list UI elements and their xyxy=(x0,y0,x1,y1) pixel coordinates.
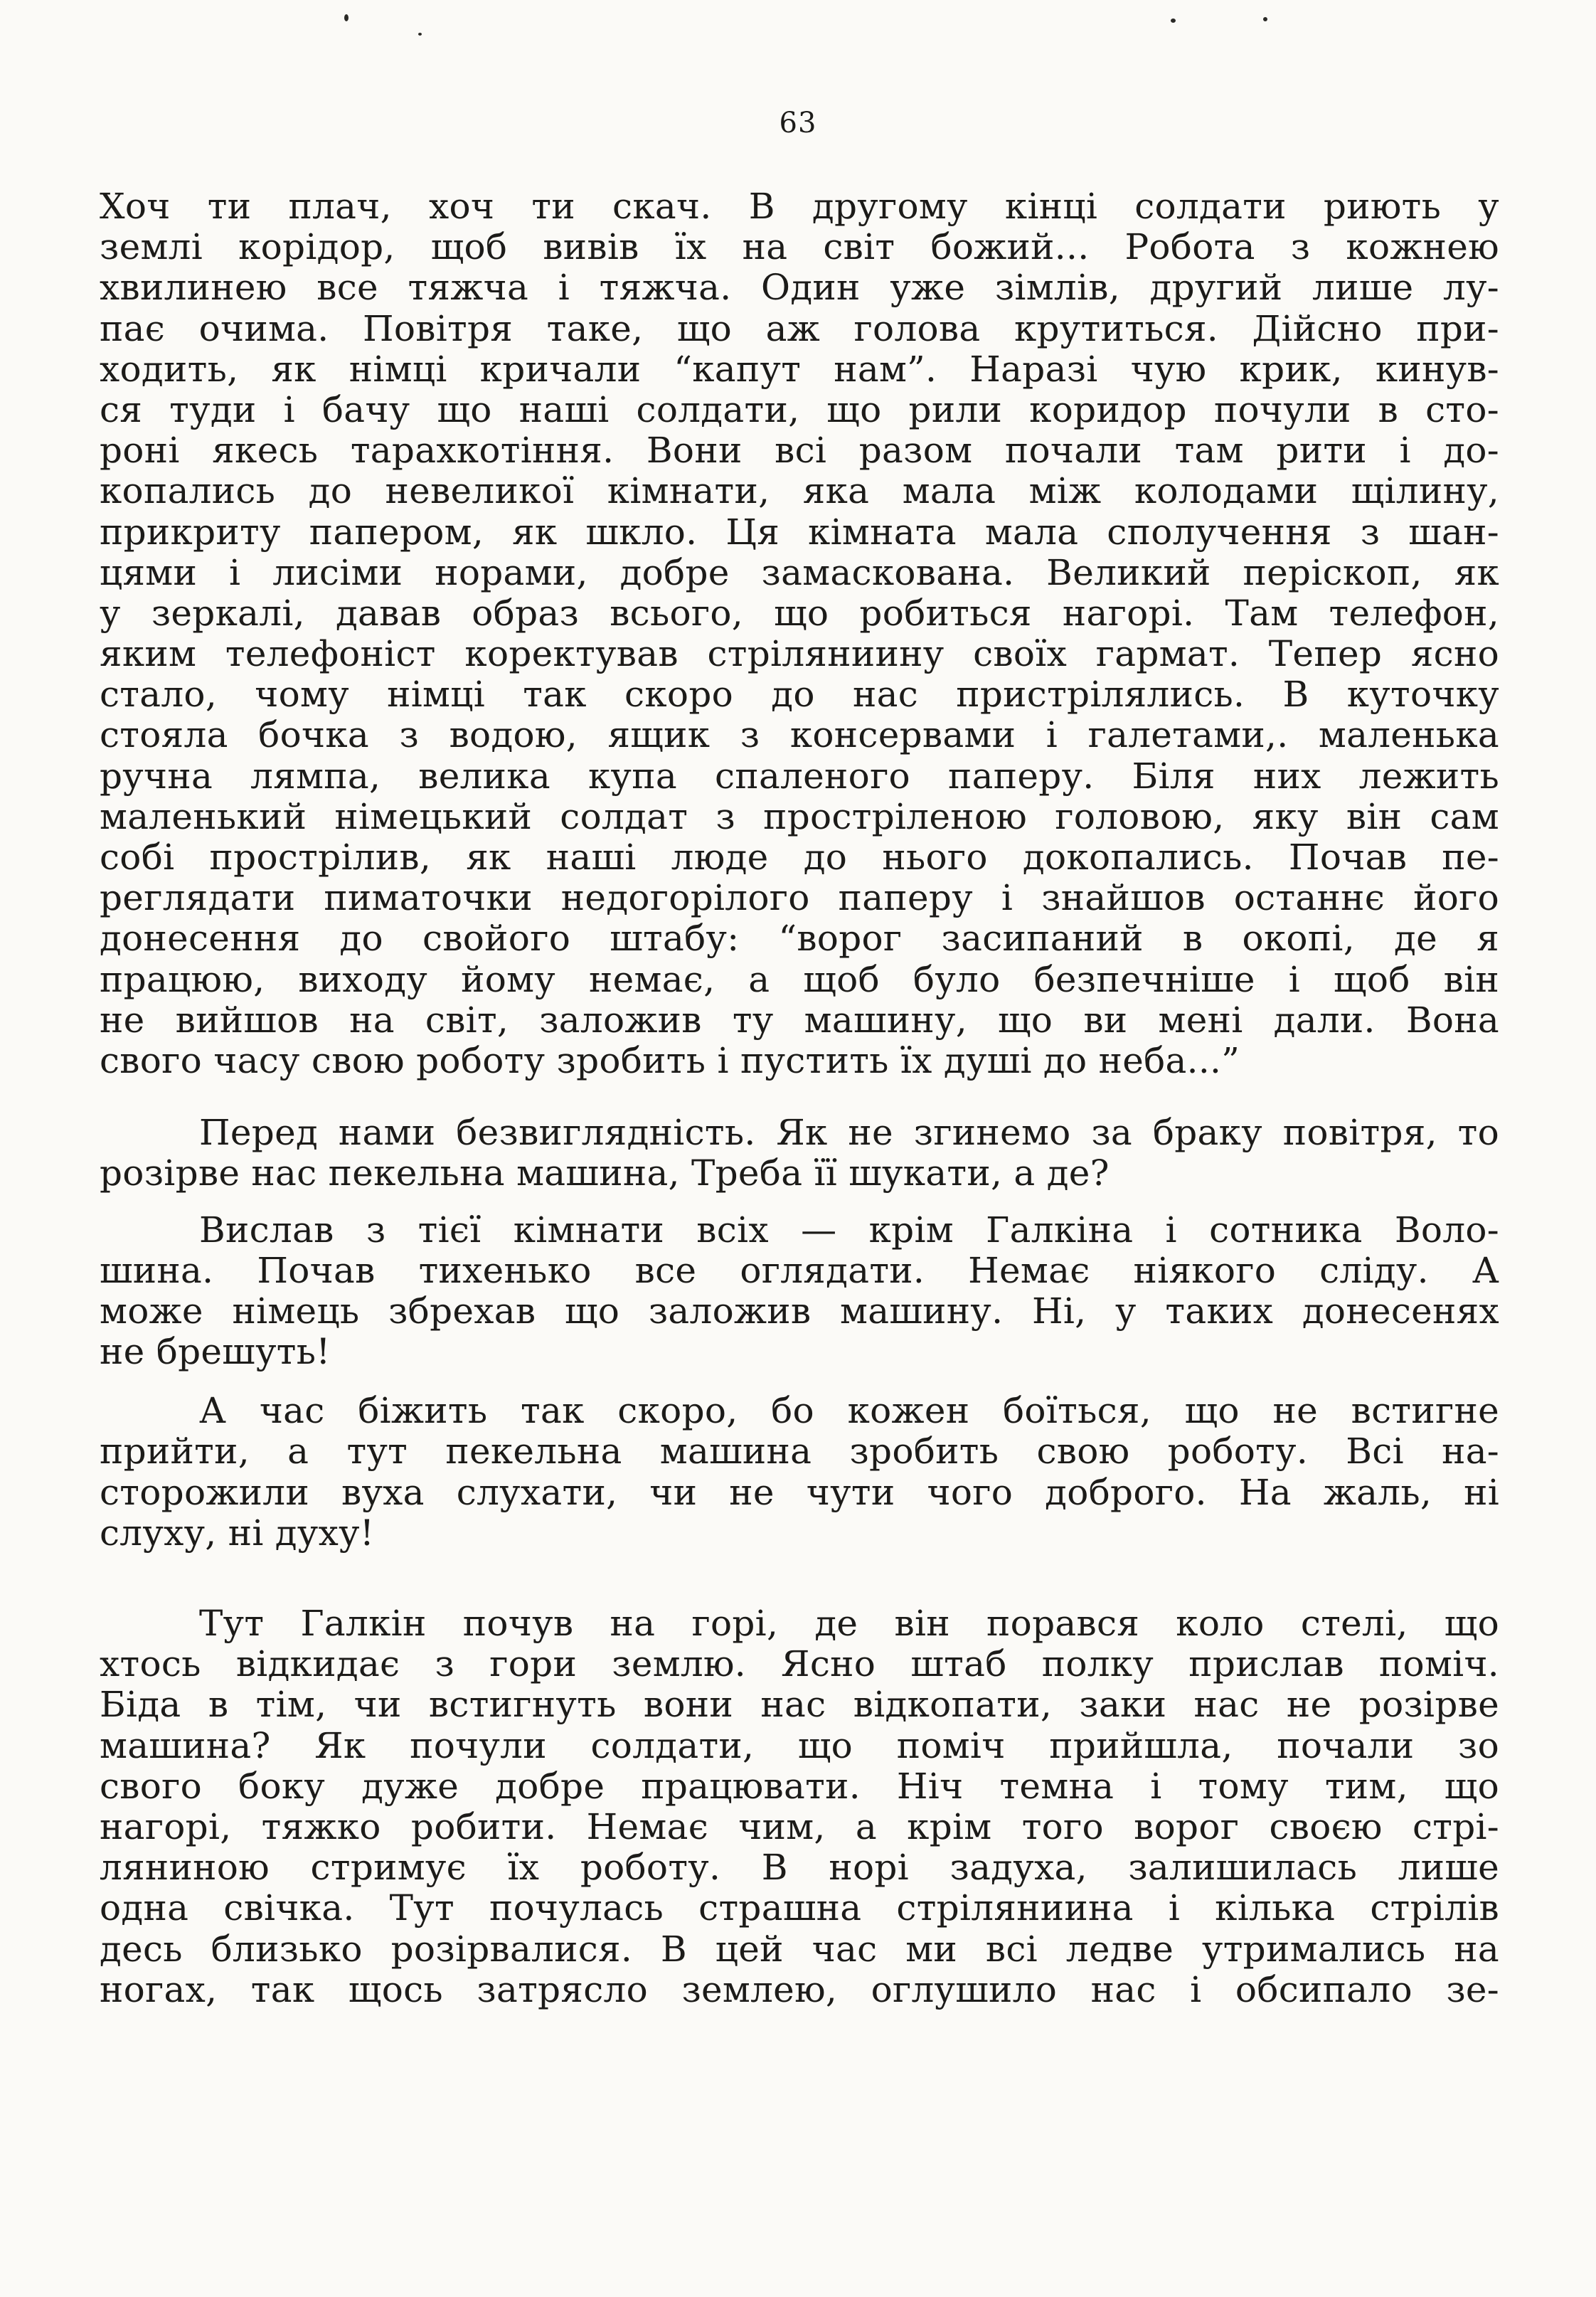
paragraph xyxy=(100,1210,1499,1373)
text-line: стояла бочка з водою, ящик з консервами і галетами,. маленька xyxy=(100,714,1499,756)
text-line: стало, чому німці так скоро до нас пристрілялись. В куточку xyxy=(100,674,1499,716)
text-line: ся туди і бачу що наші солдати, що рили коридор почули в сто- xyxy=(100,388,1499,430)
text-line: А час біжить так скоро, бо кожен боїться, що не встигне xyxy=(199,1390,1499,1432)
text-line: хвилинею все тяжча і тяжча. Один уже зімлів, другий лише лу- xyxy=(100,267,1499,309)
body-text xyxy=(100,186,1499,2010)
text-line: роні якесь тарахкотіння. Вони всі разом почали там рити і до- xyxy=(100,430,1499,472)
text-line: копались до невеликої кімнати, яка мала між колодами щілину, xyxy=(100,470,1499,512)
paragraph xyxy=(100,1603,1499,2010)
text-line: одна свічка. Тут почулась страшна стріляниина і кілька стрілів xyxy=(100,1887,1499,1929)
print-speck xyxy=(1171,18,1176,23)
text-line: може німець збрехав що заложив машину. Ні, у таких донесенях xyxy=(100,1290,1499,1332)
text-line: маленький німецький солдат з простріленою головою, яку він сам xyxy=(100,795,1499,837)
text-line: ручна лямпа, велика купа спаленого паперу. Біля них лежить xyxy=(100,755,1499,797)
text-line: не вийшов на світ, заложив ту машину, що ви мені дали. Вона xyxy=(100,999,1499,1041)
text-line: хтось відкидає з гори землю. Ясно штаб полку прислав поміч. xyxy=(100,1643,1499,1685)
text-line: Вислав з тієї кімнати всіх — крім Галкіна і сотника Воло- xyxy=(199,1209,1499,1251)
text-line: Біда в тім, чи встигнуть вони нас відкопати, заки нас не розірве xyxy=(100,1684,1499,1726)
text-line: Тут Галкін почув на горі, де він порався коло стелі, що xyxy=(199,1603,1499,1644)
text-line: цями і лисіми норами, добре замаскована. Великий періскоп, як xyxy=(100,551,1499,593)
text-line: не брешуть! xyxy=(100,1331,331,1373)
text-line: ляниною стримує їх роботу. В норі задуха, залишилась лише xyxy=(100,1847,1499,1889)
text-line: реглядати пиматочки недогорілого паперу і знайшов останнє його xyxy=(100,877,1499,919)
text-line: Перед нами безвиглядність. Як не згинемо за браку повітря, то xyxy=(199,1112,1499,1154)
text-line: нагорі, тяжко робити. Немає чим, а крім того ворог своєю стрі- xyxy=(100,1805,1499,1847)
text-line: слуху, ні духу! xyxy=(100,1512,375,1554)
text-line: розірве нас пекельна машина, Треба її шукати, а де? xyxy=(100,1152,1110,1194)
text-line: землі корідор, щоб вивів їх на світ божий... Робота з кожнею xyxy=(100,226,1499,268)
text-line: прикриту папером, як шкло. Ця кімната мала сполучення з шан- xyxy=(100,511,1499,553)
paragraph xyxy=(100,1391,1499,1554)
text-line: донесення до свойого штабу: “ворог засипаний в окопі, де я xyxy=(100,918,1499,960)
print-speck xyxy=(344,14,349,21)
text-line: свого часу свою роботу зробить і пустить їх душі до неба...” xyxy=(100,1039,1240,1081)
text-line: працюю, виходу йому немає, а щоб було безпечніше і щоб він xyxy=(100,958,1499,1000)
page-number: 63 xyxy=(779,107,817,139)
print-speck xyxy=(1263,17,1267,21)
paragraph xyxy=(100,186,1499,1081)
text-line: шина. Почав тихенько все оглядати. Немає ніякого сліду. А xyxy=(100,1249,1499,1291)
text-line: ногах, так щось затрясло землею, оглушило нас і обсипало зе- xyxy=(100,1968,1499,2010)
text-line: Хоч ти плач, хоч ти скач. В другому кінці солдати риють у xyxy=(100,186,1499,227)
text-line: свого боку дуже добре працювати. Ніч темна і тому тим, що xyxy=(100,1765,1499,1807)
print-speck xyxy=(418,33,422,36)
text-line: яким телефоніст коректував стріляниину своїх гармат. Тепер ясно xyxy=(100,633,1499,675)
text-line: десь близько розірвалися. В цей час ми всі ледве утримались на xyxy=(100,1928,1499,1970)
text-line: пає очима. Повітря таке, що аж голова крутиться. Дійсно при- xyxy=(100,307,1499,349)
text-line: ходить, як німці кричали “капут нам”. Наразі чую крик, кинув- xyxy=(100,348,1499,390)
text-line: у зеркалі, давав образ всього, що робиться нагорі. Там телефон, xyxy=(100,592,1499,634)
text-line: прийти, а тут пекельна машина зробить свою роботу. Всі на- xyxy=(100,1431,1499,1473)
text-line: собі прострілив, як наші люде до нього докопались. Почав пе- xyxy=(100,837,1499,878)
paragraph xyxy=(100,1113,1499,1194)
text-line: машина? Як почули солдати, що поміч прийшла, почали зо xyxy=(100,1724,1499,1766)
text-line: сторожили вуха слухати, чи не чути чого доброго. На жаль, ні xyxy=(100,1471,1499,1513)
